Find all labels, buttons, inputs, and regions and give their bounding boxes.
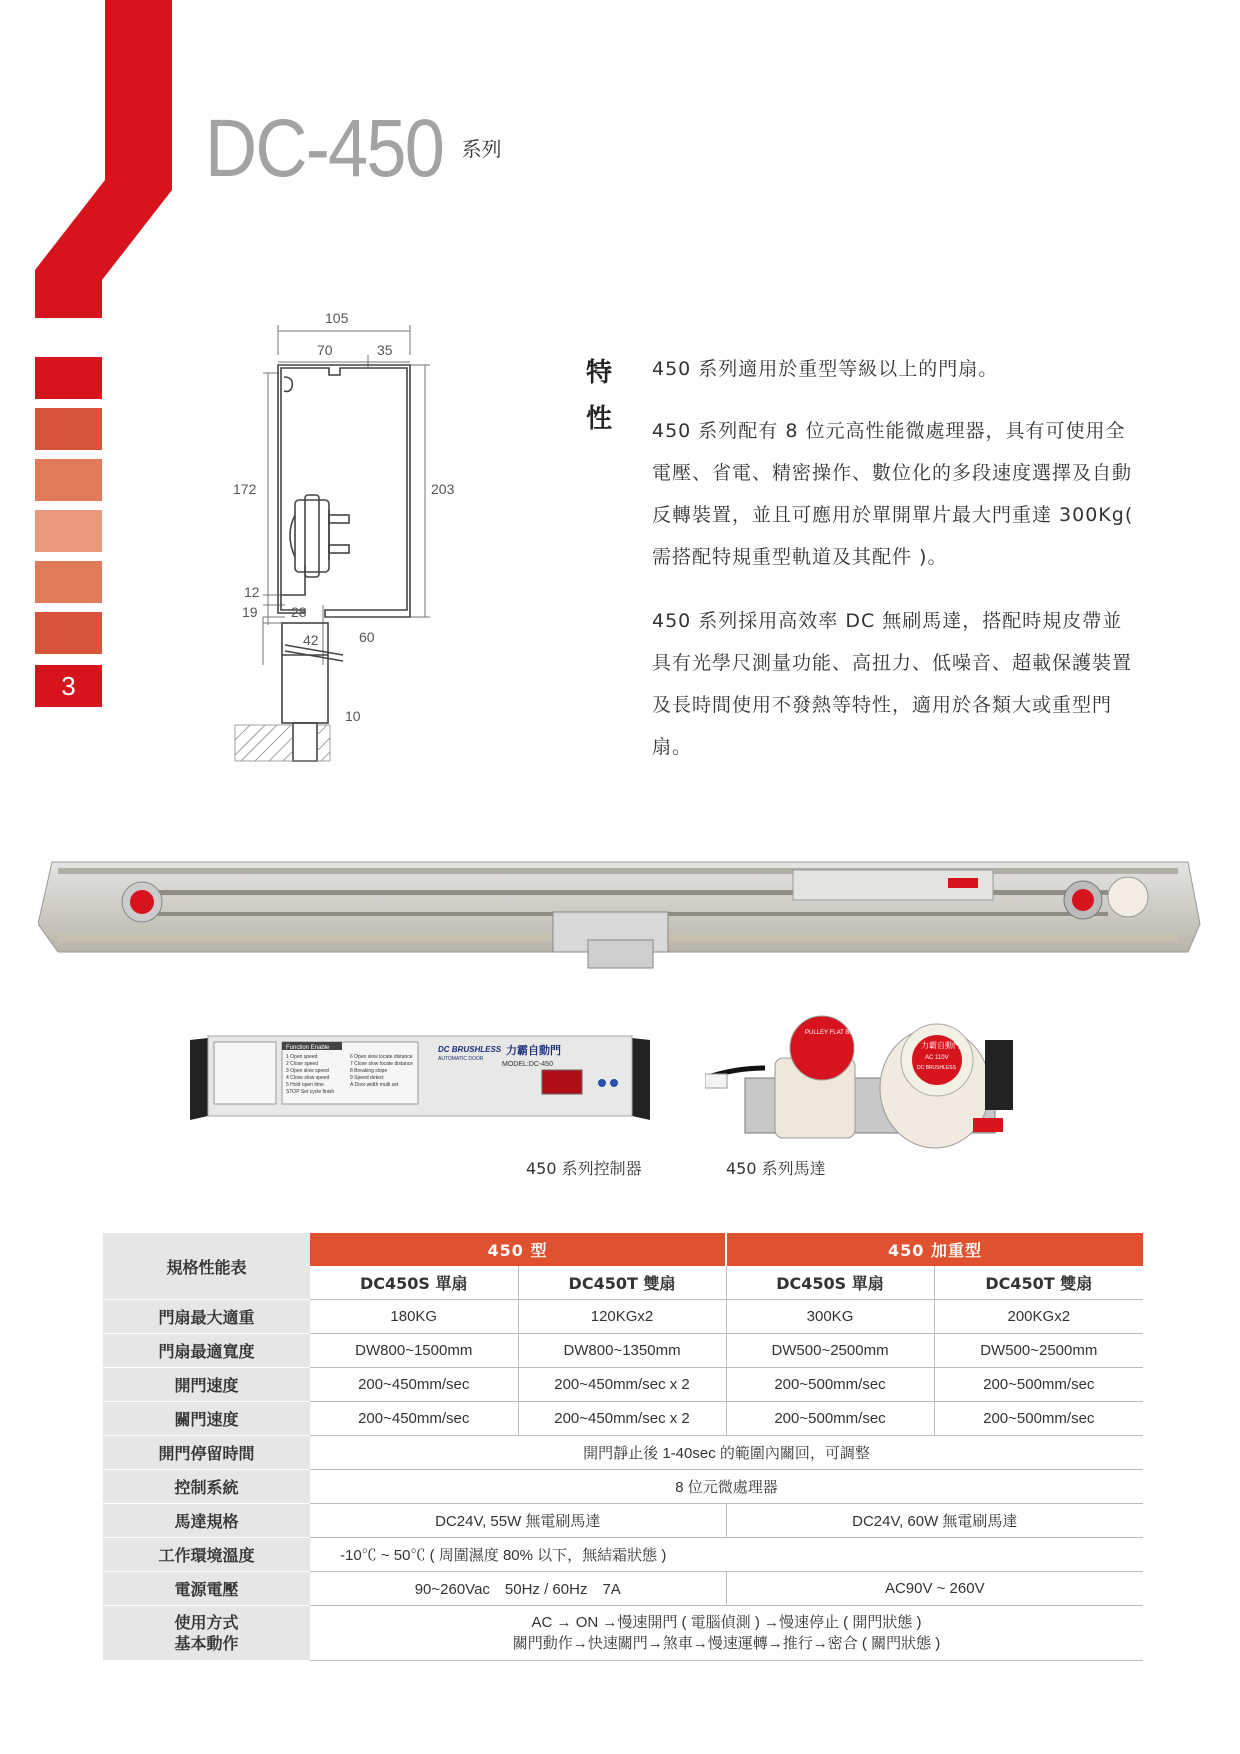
- spec-row-label: 關門速度: [103, 1402, 310, 1436]
- title-model: DC-450: [205, 103, 444, 194]
- color-swatch: [35, 612, 102, 654]
- spec-cell: DC24V, 60W 無電刷馬達: [726, 1504, 1143, 1538]
- dim-203: 203: [431, 481, 455, 497]
- spec-cell: [310, 1606, 1143, 1661]
- feature-paragraph: 450 系列配有 8 位元高性能微處理器，具有可使用全電壓、省電、精密操作、數位化的多段速度選擇及自動反轉裝置，並且可應用於單開單片最大門重達 300Kg( 需搭配特規重型軌道及其配件 )。: [652, 420, 1134, 568]
- feature-paragraph: 450 系列適用於重型等級以上的門扇。: [652, 358, 999, 380]
- table-row: [103, 1504, 1143, 1538]
- spec-cell: AC90V ~ 260V: [726, 1572, 1143, 1606]
- spec-row-label: [103, 1606, 310, 1661]
- spec-cell: 300KG: [726, 1300, 934, 1334]
- motor-belt-text: PULLEY FLAT BELT: [805, 1030, 860, 1036]
- color-swatch: [35, 510, 102, 552]
- spec-row-label-line: 使用方式: [174, 1613, 239, 1632]
- motor-image: [705, 1008, 1035, 1158]
- spec-row-label: 門扇最大適重: [103, 1300, 310, 1334]
- spec-row-label: 馬達規格: [103, 1504, 310, 1538]
- operation-line: 關門動作→快速關門→煞車→慢速運轉→推行→密合 ( 關門狀態 ): [512, 1635, 941, 1652]
- controller-model-text: MODEL:DC-450: [502, 1061, 553, 1068]
- table-row: [103, 1436, 1143, 1470]
- table-row: [103, 1402, 1143, 1436]
- table-row: [103, 1368, 1143, 1402]
- features-heading: 特性: [586, 358, 613, 434]
- controller-function: 8 Breaking slope: [350, 1068, 388, 1074]
- dim-28: 28: [291, 604, 307, 620]
- spec-cell-empty: [726, 1538, 1143, 1572]
- dim-172: 172: [233, 481, 257, 497]
- spec-cell: 180KG: [310, 1300, 518, 1334]
- controller-function: 1 Open speed: [286, 1054, 318, 1060]
- table-row: [103, 1606, 1143, 1661]
- motor-brand-text: 力霸自動門: [921, 1041, 961, 1050]
- dim-70: 70: [317, 342, 333, 358]
- feature-paragraph: 450 系列採用高效率 DC 無刷馬達，搭配時規皮帶並具有光學尺測量功能、高扭力、低噪音、超載保護裝置及長時間使用不發熱等特性，適用於各類大或重型門扇。: [652, 610, 1133, 758]
- controller-function: 3 Open slow speed: [286, 1068, 329, 1074]
- operation-line: AC → ON →慢速開門 ( 電腦偵測 ) →慢速停止 ( 開門狀態 ): [531, 1614, 922, 1631]
- controller-function: A Door width multi set: [350, 1082, 399, 1088]
- table-row: [103, 1538, 1143, 1572]
- spec-corner-label: 規格性能表: [103, 1233, 310, 1300]
- track-profile-drawing: [225, 305, 470, 775]
- spec-table: [103, 1233, 1143, 1661]
- spec-cell: -10℃ ~ 50℃ ( 周圍濕度 80% 以下，無結霜狀態 ): [310, 1538, 726, 1572]
- spec-row-label: 開門停留時間: [103, 1436, 310, 1470]
- controller-function: 2 Close speed: [286, 1061, 318, 1067]
- motor-type-text: DC BRUSHLESS: [917, 1065, 956, 1071]
- dim-60: 60: [359, 629, 375, 645]
- controller-function: STOP Set cycle finish: [286, 1089, 335, 1095]
- color-swatch: [35, 357, 102, 399]
- color-swatch: [35, 459, 102, 501]
- controller-function: 6 Open slow locate distance: [350, 1054, 413, 1060]
- dim-10: 10: [345, 708, 361, 724]
- spec-cell: 200~500mm/sec: [934, 1402, 1143, 1436]
- spec-cell: DW800~1500mm: [310, 1334, 518, 1368]
- spec-cell: 90~260Vac 50Hz / 60Hz 7A: [310, 1572, 726, 1606]
- controller-caption: 450 系列控制器: [526, 1159, 642, 1178]
- dim-12: 12: [244, 584, 260, 600]
- title-suffix: 系列: [461, 137, 502, 161]
- controller-brand-text: DC BRUSHLESS: [438, 1045, 502, 1054]
- features-body: [652, 348, 1142, 790]
- spec-cell: 8 位元微處理器: [310, 1470, 1143, 1504]
- color-swatch: [35, 561, 102, 603]
- table-row: [103, 1572, 1143, 1606]
- spec-cell: 200~450mm/sec: [310, 1368, 518, 1402]
- spec-cell: 200KGx2: [934, 1300, 1143, 1334]
- spec-cell: DW800~1350mm: [518, 1334, 726, 1368]
- table-row: [103, 1334, 1143, 1368]
- spec-cell: 120KGx2: [518, 1300, 726, 1334]
- spec-cell: 200~450mm/sec: [310, 1402, 518, 1436]
- spec-model-header: DC450S 單扇: [310, 1266, 518, 1300]
- motor-spec-text: AC 110V: [925, 1055, 949, 1061]
- spec-row-label: 控制系統: [103, 1470, 310, 1504]
- spec-group-450: 450 型: [310, 1233, 726, 1266]
- controller-logo-text: 力霸自動門: [506, 1044, 561, 1057]
- spec-row-label: 工作環境溫度: [103, 1538, 310, 1572]
- controller-function: 7 Close slow locate distance: [350, 1061, 414, 1067]
- spec-row-label: 電源電壓: [103, 1572, 310, 1606]
- spec-row-label: 開門速度: [103, 1368, 310, 1402]
- spec-cell: 200~450mm/sec x 2: [518, 1402, 726, 1436]
- controller-function: 9 Speed detect: [350, 1075, 384, 1081]
- motor-caption: 450 系列馬達: [726, 1159, 826, 1178]
- controller-image: [190, 1030, 650, 1140]
- dim-19: 19: [242, 604, 258, 620]
- controller-function: 5 Hold open time: [286, 1082, 324, 1088]
- dim-105: 105: [325, 310, 349, 326]
- color-swatch: [35, 408, 102, 450]
- controller-sub-text: AUTOMATIC DOOR: [438, 1056, 484, 1062]
- controller-function: 4 Close slow speed: [286, 1075, 330, 1081]
- door-operator-rail-image: [38, 852, 1208, 970]
- spec-model-header: DC450S 單扇: [726, 1266, 934, 1300]
- spec-cell: 200~500mm/sec: [934, 1368, 1143, 1402]
- spec-cell: DC24V, 55W 無電刷馬達: [310, 1504, 726, 1538]
- spec-model-header: DC450T 雙扇: [518, 1266, 726, 1300]
- spec-group-heavy: 450 加重型: [726, 1233, 1143, 1266]
- spec-cell: 200~500mm/sec: [726, 1402, 934, 1436]
- spec-row-label-line: 基本動作: [174, 1634, 239, 1653]
- spec-cell: 200~500mm/sec: [726, 1368, 934, 1402]
- page-title: [205, 103, 502, 194]
- page-number: 3: [35, 665, 102, 707]
- table-row: [103, 1470, 1143, 1504]
- dim-35: 35: [377, 342, 393, 358]
- spec-row-label: 門扇最適寬度: [103, 1334, 310, 1368]
- spec-cell: 200~450mm/sec x 2: [518, 1368, 726, 1402]
- spec-cell: DW500~2500mm: [726, 1334, 934, 1368]
- spec-model-header: DC450T 雙扇: [934, 1266, 1143, 1300]
- spec-cell: 開門靜止後 1-40sec 的範圍內關回，可調整: [310, 1436, 1143, 1470]
- table-row: [103, 1300, 1143, 1334]
- spec-cell: DW500~2500mm: [934, 1334, 1143, 1368]
- dim-42: 42: [303, 632, 319, 648]
- controller-function-title: Function Enable: [286, 1045, 330, 1051]
